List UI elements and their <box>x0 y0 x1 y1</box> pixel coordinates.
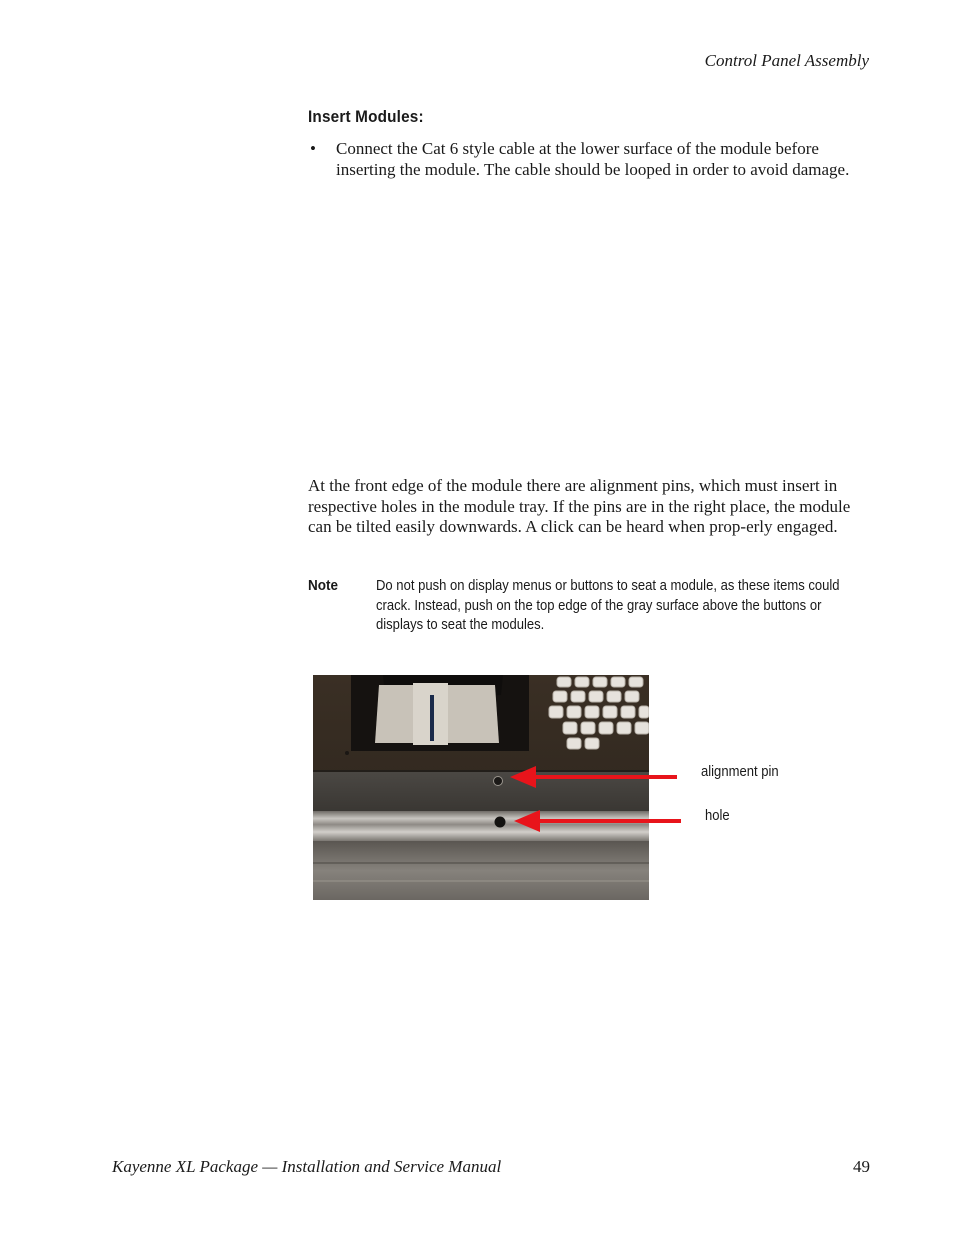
bullet-list <box>308 138 870 180</box>
note-text: Do not push on display menus or buttons to seat a module, as these items could crack. Instead, push on the top edge of the gray surface above the buttons or displays to seat the modules. <box>376 578 840 633</box>
bullet-icon: • <box>310 139 316 158</box>
alignment-pin-label: alignment pin <box>701 764 779 780</box>
page-number: 49 <box>853 1157 870 1176</box>
footer-manual-title: Kayenne XL Package — Installation and Service Manual <box>112 1157 502 1176</box>
body-paragraph: At the front edge of the module there are alignment pins, which must insert in respective holes in the module tray. If the pins are in the right place, the module can be tilted easily downwards. A click can be heard when prop-erly engaged. <box>308 476 851 536</box>
list-item <box>308 138 870 180</box>
photo-illustration <box>313 675 649 900</box>
module-alignment-photo <box>313 675 649 900</box>
note-label: Note <box>308 577 339 594</box>
running-header: Control Panel Assembly <box>704 51 869 70</box>
hole-label: hole <box>705 808 730 824</box>
bullet-text: Connect the Cat 6 style cable at the lower surface of the module before inserting the module. The cable should be looped in order to avoid damage. <box>336 139 850 179</box>
section-heading: Insert Modules: <box>308 107 424 126</box>
